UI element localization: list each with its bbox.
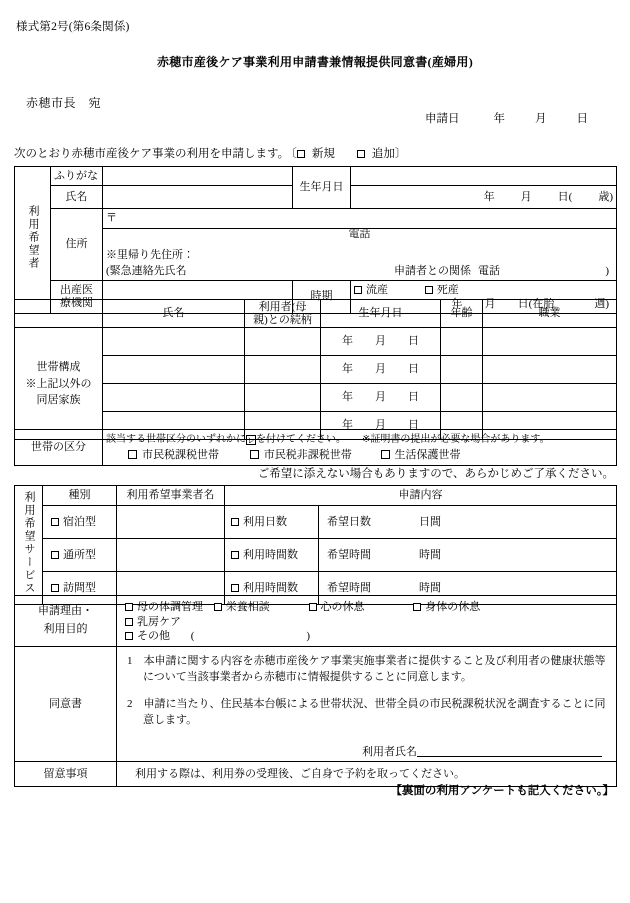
consent-item-2-num: 2 — [127, 697, 133, 710]
birth-ymd[interactable] — [351, 186, 617, 209]
address-label: 住所 — [51, 209, 103, 281]
checkbox-mental-rest[interactable] — [309, 603, 317, 611]
household-class-instruction: 該当する世帯区分のいずれかにレを付けてください。 ※証明書の提出が必要な場合があります。 — [106, 434, 550, 446]
applicant-address-row — [15, 209, 617, 229]
household-class-content — [103, 430, 617, 466]
household-class-table — [14, 429, 617, 466]
gest-week: 週) — [594, 298, 609, 311]
application-date-day: 日 — [576, 113, 588, 125]
reason-options-row2 — [125, 615, 613, 630]
page-title: 赤穂市産後ケア事業利用申請書兼情報提供同意書(産婦用) — [156, 55, 474, 69]
checkbox-new[interactable] — [297, 150, 305, 158]
table-row — [15, 506, 617, 539]
service-table — [14, 485, 617, 605]
name-value[interactable] — [103, 186, 293, 209]
checkbox-mother-health[interactable] — [125, 603, 133, 611]
reason-options-row1 — [125, 600, 613, 615]
checkbox-other[interactable] — [125, 632, 133, 640]
service-unit-visit-label: 利用時間数 — [243, 581, 298, 594]
service-col-provider: 利用希望事業者名 — [117, 486, 225, 506]
addressee-line: 赤穂市長 宛 — [26, 96, 102, 110]
consent-label: 同意書 — [15, 647, 117, 762]
service-type-stay[interactable] — [43, 506, 117, 539]
checkbox-stay-type[interactable] — [51, 518, 59, 526]
intro-bracket-close: 〕 — [394, 148, 407, 160]
household-label-l3: 同居家族 — [36, 394, 81, 407]
consent-item-2-text: 申請に当たり、住民基本台帳による世帯状況、世帯全員の市民税課税状況を調査することに同意します。 — [143, 697, 606, 727]
household-row3-birth[interactable]: 年 月 日 — [321, 412, 441, 440]
household-class-row — [15, 430, 617, 466]
remarks-text: 利用する際は、利用券の受理後、ご自身で予約を取ってください。 — [117, 762, 617, 787]
service-col-type: 種別 — [43, 486, 117, 506]
checkbox-miscarriage[interactable] — [354, 286, 362, 294]
checkbox-breast-care[interactable] — [125, 618, 133, 626]
household-row2-age[interactable] — [441, 384, 483, 412]
household-col-relation — [245, 300, 321, 328]
service-desire-visit-label: 希望時間 — [327, 581, 371, 594]
service-desire-day-unit: 時間 — [419, 548, 441, 561]
household-row2-name[interactable] — [103, 384, 245, 412]
checkbox-stillbirth[interactable] — [425, 286, 433, 294]
application-date-year: 年 — [493, 113, 505, 125]
birth-age: 歳) — [598, 190, 613, 203]
checkbox-other-label: その他 — [137, 630, 170, 643]
emergency-tel-label: 電話 — [478, 264, 500, 277]
household-row1-birth[interactable]: 年 月 日 — [321, 356, 441, 384]
household-row1-job[interactable] — [483, 356, 617, 384]
signature-label: 利用者氏名 — [362, 745, 417, 758]
emergency-label: (緊急連絡先氏名 — [106, 264, 187, 277]
gest-day: 日(在胎 — [517, 298, 555, 311]
postal-mark: 〒 — [106, 212, 117, 225]
consent-table — [14, 595, 617, 787]
service-header-row — [15, 486, 617, 506]
applicant-address-detail-row — [15, 229, 617, 281]
checkbox-day-hours[interactable] — [231, 551, 239, 559]
other-paren-close: ) — [306, 630, 311, 643]
consent-row — [15, 647, 617, 762]
checkbox-mother-health-label: 母の体調管理 — [137, 600, 203, 613]
household-row0-birth[interactable]: 年 月 日 — [321, 328, 441, 356]
checkbox-mental-rest-label: 心の休息 — [320, 600, 365, 613]
period-checkbox-line — [354, 283, 613, 298]
form-number: 様式第2号(第6条関係) — [16, 21, 130, 33]
reason-row — [15, 596, 617, 647]
service-unit-day[interactable] — [225, 539, 319, 572]
period-label: 時期 — [293, 280, 351, 314]
checkbox-visit-hours[interactable] — [231, 584, 239, 592]
name-label: 氏名 — [51, 186, 103, 209]
service-unit-stay[interactable] — [225, 506, 319, 539]
reason-options-row3 — [125, 629, 613, 644]
checkbox-visit-type[interactable] — [51, 584, 59, 592]
household-col-relation-l2: 親)との続柄 — [253, 313, 312, 326]
service-desire-day-label: 希望時間 — [327, 548, 371, 561]
table-row — [15, 328, 617, 356]
service-type-stay-label: 宿泊型 — [63, 515, 96, 528]
reason-label-l1: 申請理由・ — [38, 605, 93, 618]
birth-month: 月 — [520, 190, 532, 203]
household-row0-name[interactable] — [103, 328, 245, 356]
household-col-age: 年齢 — [441, 300, 483, 328]
table-row — [15, 356, 617, 384]
relation-label: 申請者との関係 — [394, 264, 471, 277]
address-detail-cell[interactable] — [103, 229, 617, 281]
household-row1-name[interactable] — [103, 356, 245, 384]
applicant-name-row — [15, 167, 617, 186]
signature-area — [127, 743, 606, 760]
checkbox-nontaxable-household[interactable] — [250, 450, 259, 459]
applicant-section-label: 利用希望者 — [15, 167, 51, 314]
household-row1-age[interactable] — [441, 356, 483, 384]
household-col-job: 職業 — [483, 300, 617, 328]
reason-label-l2: 利用目的 — [43, 623, 88, 635]
household-class-options — [106, 448, 613, 463]
consent-item-2 — [127, 696, 606, 729]
reason-label — [15, 596, 117, 647]
applicant-table — [14, 166, 617, 314]
service-desire-day[interactable] — [319, 539, 617, 572]
checkbox-breast-care-label: 乳房ケア — [137, 615, 181, 628]
household-label-l1: 世帯構成 — [36, 361, 81, 374]
birth-value-top[interactable] — [351, 167, 617, 186]
furigana-label: ふりがな — [51, 167, 103, 186]
emergency-paren-close: ) — [605, 264, 609, 277]
checkbox-physical-rest-label: 身体の休息 — [425, 600, 481, 613]
birth-label: 生年月日 — [293, 167, 351, 209]
availability-notice: ご希望に添えない場合もありますので、あらかじめご了承ください。 — [257, 468, 614, 480]
intro-bracket-open: 〔 — [291, 148, 297, 160]
service-provider-stay[interactable] — [117, 506, 225, 539]
household-row0-job[interactable] — [483, 328, 617, 356]
household-col-name: 氏名 — [103, 300, 245, 328]
signature-input[interactable] — [417, 743, 602, 757]
service-desire-stay-label: 希望日数 — [327, 515, 371, 528]
birth-year: 年 — [483, 190, 495, 203]
household-header-blank — [15, 300, 103, 328]
gest-year: 年 — [451, 298, 463, 311]
check-mark-sample: レ — [247, 436, 255, 446]
furigana-value[interactable] — [103, 167, 293, 186]
service-provider-day[interactable] — [117, 539, 225, 572]
checkbox-physical-rest[interactable] — [413, 603, 421, 611]
service-col-content: 申請内容 — [225, 486, 617, 506]
household-class-note: ※証明書の提出が必要な場合があります。 — [362, 434, 550, 446]
return-address-label: ※里帰り先住所： — [106, 248, 194, 261]
service-type-visit-label: 訪問型 — [63, 581, 96, 594]
service-unit-day-label: 利用時間数 — [243, 548, 298, 561]
checkbox-day-type[interactable] — [51, 551, 59, 559]
service-type-day[interactable] — [43, 539, 117, 572]
consent-item-1 — [127, 653, 606, 686]
emergency-contact-line — [106, 264, 613, 279]
intro-line — [14, 145, 406, 161]
application-date-month: 月 — [535, 113, 547, 125]
household-row2-birth[interactable]: 年 月 日 — [321, 384, 441, 412]
household-row2-relation[interactable] — [245, 384, 321, 412]
other-paren-open: ( — [190, 630, 195, 643]
service-desire-stay-unit: 日間 — [419, 515, 441, 528]
application-date-label: 申請日 — [425, 113, 460, 125]
checkbox-welfare-household-label: 生活保護世帯 — [394, 448, 461, 461]
checkbox-nutrition-label: 栄養相談 — [225, 600, 270, 613]
household-col-birth: 生年月日 — [321, 300, 441, 328]
consent-item-1-text: 本申請に関する内容を赤穂市産後ケア事業実施事業者に提供すること及び利用者の健康状態等について当該事業者から赤穂市に情報提供することに同意します。 — [143, 654, 606, 684]
household-header-row — [15, 300, 617, 328]
checkbox-add[interactable] — [357, 150, 365, 158]
intro-text: 次のとおり赤穂市産後ケア事業の利用を申請します。 — [14, 148, 290, 160]
household-row0-age[interactable] — [441, 328, 483, 356]
checkbox-stay-days[interactable] — [231, 518, 239, 526]
service-desire-stay[interactable] — [319, 506, 617, 539]
reason-options-cell — [117, 596, 617, 647]
tel-label: 電話 — [348, 228, 371, 240]
household-label-l2: ※上記以外の — [25, 377, 92, 390]
consent-content-cell — [117, 647, 617, 762]
service-type-day-label: 通所型 — [63, 548, 96, 561]
checkbox-new-label: 新規 — [311, 148, 335, 160]
checkbox-miscarriage-label: 流産 — [366, 283, 388, 296]
checkbox-taxable-household[interactable] — [128, 450, 137, 459]
consent-item-1-num: 1 — [127, 654, 133, 667]
checkbox-nutrition[interactable] — [214, 603, 222, 611]
checkbox-taxable-household-label: 市民税課税世帯 — [142, 448, 219, 461]
household-class-label: 世帯の区分 — [15, 430, 103, 466]
checkbox-add-label: 追加 — [371, 148, 395, 160]
birth-day: 日( — [557, 190, 573, 203]
footer-note: 【裏面の利用アンケートも記入ください。】 — [390, 785, 614, 797]
household-row1-relation[interactable] — [245, 356, 321, 384]
gest-month: 月 — [484, 298, 496, 311]
postal-mark-cell[interactable] — [103, 209, 617, 229]
service-section-label: 利用希望サービス — [15, 486, 43, 605]
checkbox-stillbirth-label: 死産 — [436, 283, 459, 296]
household-col-relation-l1: 利用者(母 — [258, 301, 307, 313]
service-unit-stay-label: 利用日数 — [243, 515, 287, 528]
household-row0-relation[interactable] — [245, 328, 321, 356]
checkbox-nontaxable-household-label: 市民税非課税世帯 — [263, 448, 352, 461]
remarks-label: 留意事項 — [15, 762, 117, 787]
table-row — [15, 539, 617, 572]
table-row — [15, 384, 617, 412]
checkbox-welfare-household[interactable] — [381, 450, 390, 459]
household-row2-job[interactable] — [483, 384, 617, 412]
household-section-label — [15, 328, 103, 440]
hospital-label-line1: 出産医 — [60, 284, 93, 297]
application-date-line — [425, 110, 588, 126]
service-desire-visit-unit: 時間 — [419, 581, 441, 594]
hospital-label-line2: 療機関 — [60, 296, 93, 309]
